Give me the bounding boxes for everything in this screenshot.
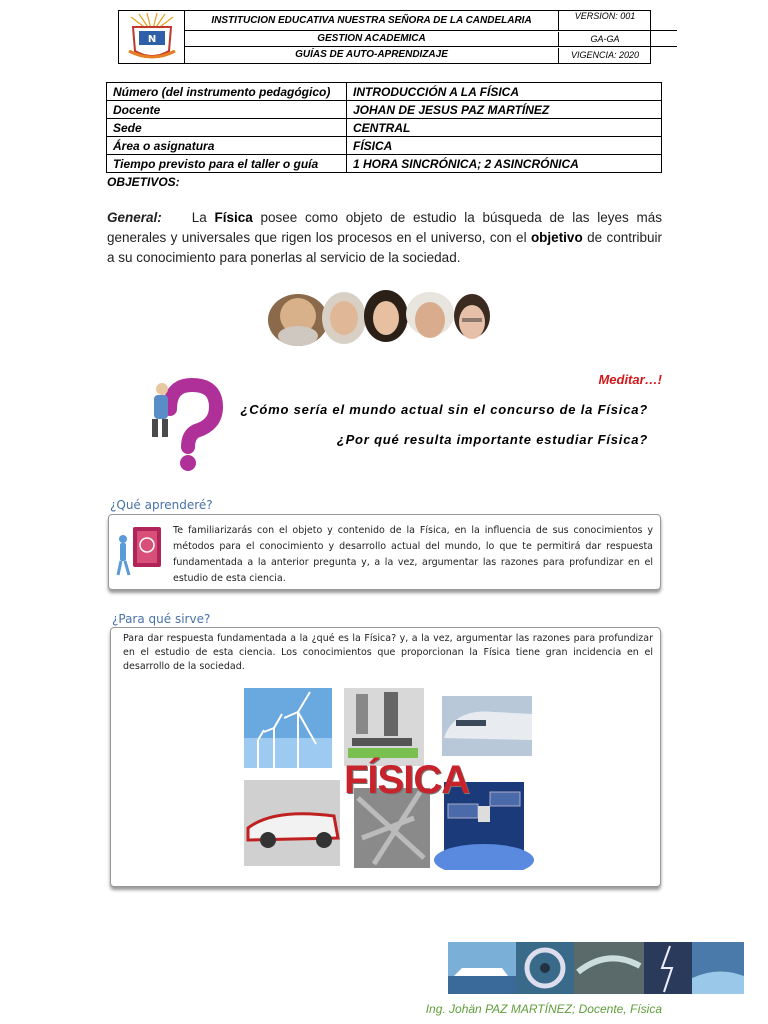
what-is-it-for-title: ¿Para qué sirve? <box>112 612 211 626</box>
info-value: 1 HORA SINCRÓNICA; 2 ASINCRÓNICA <box>347 155 662 173</box>
general-text: La <box>191 210 215 225</box>
institution-name: INSTITUCION EDUCATIVA NUESTRA SEÑORA DE LA CANDELARIA <box>185 11 559 30</box>
general-text: de contribuir a su conocimiento para ponerlas al servicio de la sociedad. <box>107 230 662 265</box>
footer-author: Ing. Johän PAZ MARTÍNEZ; Docente, Física <box>425 1002 662 1016</box>
table-row <box>107 83 662 101</box>
general-text: posee como objeto de estudio la búsqueda de las leyes más generales y universales que rigen los procesos en el universo, con el <box>107 210 662 245</box>
management-label: GESTION ACADEMICA <box>185 32 559 46</box>
info-key: Sede <box>107 119 347 137</box>
what-will-i-learn-box <box>108 514 661 590</box>
table-row <box>107 101 662 119</box>
general-objective <box>107 208 662 268</box>
general-label: General: <box>107 210 162 225</box>
svg-text:N: N <box>147 34 157 45</box>
footer-image-strip <box>448 942 744 994</box>
table-row <box>107 137 662 155</box>
info-key: Número (del instrumento pedagógico) <box>107 83 347 101</box>
what-will-i-learn-text: Te familiarizarás con el objeto y contenido de la Física, en la influencia de sus conocimientos y métodos para el conocimiento y desarrollo actual del mundo, lo que te permitirá dar respuesta fundamentada a la anterior pregunta y, a la vez, argumentar las razones para profundizar en el estudio de esta ciencia. <box>173 525 653 584</box>
question-mark-figure-icon <box>140 373 224 473</box>
what-will-i-learn-title: ¿Qué aprenderé? <box>110 498 213 512</box>
table-row <box>107 119 662 137</box>
guide-info-table <box>106 82 662 173</box>
info-value: JOHAN DE JESUS PAZ MARTÍNEZ <box>347 101 662 119</box>
physics-collage-title: FÍSICA <box>344 758 470 802</box>
version-label: VERSION: 001 <box>574 11 636 21</box>
table-row <box>107 155 662 173</box>
objectives-heading: OBJETIVOS: <box>107 175 180 189</box>
info-key: Docente <box>107 101 347 119</box>
validity-label: VIGENCIA: 2020 <box>570 50 640 60</box>
info-value: CENTRAL <box>347 119 662 137</box>
general-bold-objective: objetivo <box>530 230 583 245</box>
question-1: ¿Cómo sería el mundo actual sin el concurso de la Física? <box>240 402 648 417</box>
what-is-it-for-text: Para dar respuesta fundamentada a la ¿qué es la Física? y, a la vez, argumentar las razones para profundizar en el estudio de esta ciencia. Los conocimientos que proporcionan la Física tiene gran incidencia en el desarrollo de la sociedad. <box>123 633 653 672</box>
guides-label: GUÍAS DE AUTO-APRENDIZAJE <box>185 48 559 63</box>
code-label: GA-GA <box>590 34 620 44</box>
info-value: FÍSICA <box>347 137 662 155</box>
info-key: Área o asignatura <box>107 137 347 155</box>
document-header <box>118 10 651 64</box>
meditate-label: Meditar…! <box>598 372 662 387</box>
scientists-image <box>262 286 506 350</box>
info-value: INTRODUCCIÓN A LA FÍSICA <box>347 83 662 101</box>
info-key: Tiempo previsto para el taller o guía <box>107 155 347 173</box>
book-figure-icon <box>115 525 165 579</box>
general-bold-physics: Física <box>214 210 253 225</box>
school-crest-icon <box>119 11 185 63</box>
question-2: ¿Por qué resulta importante estudiar Física? <box>336 432 648 447</box>
